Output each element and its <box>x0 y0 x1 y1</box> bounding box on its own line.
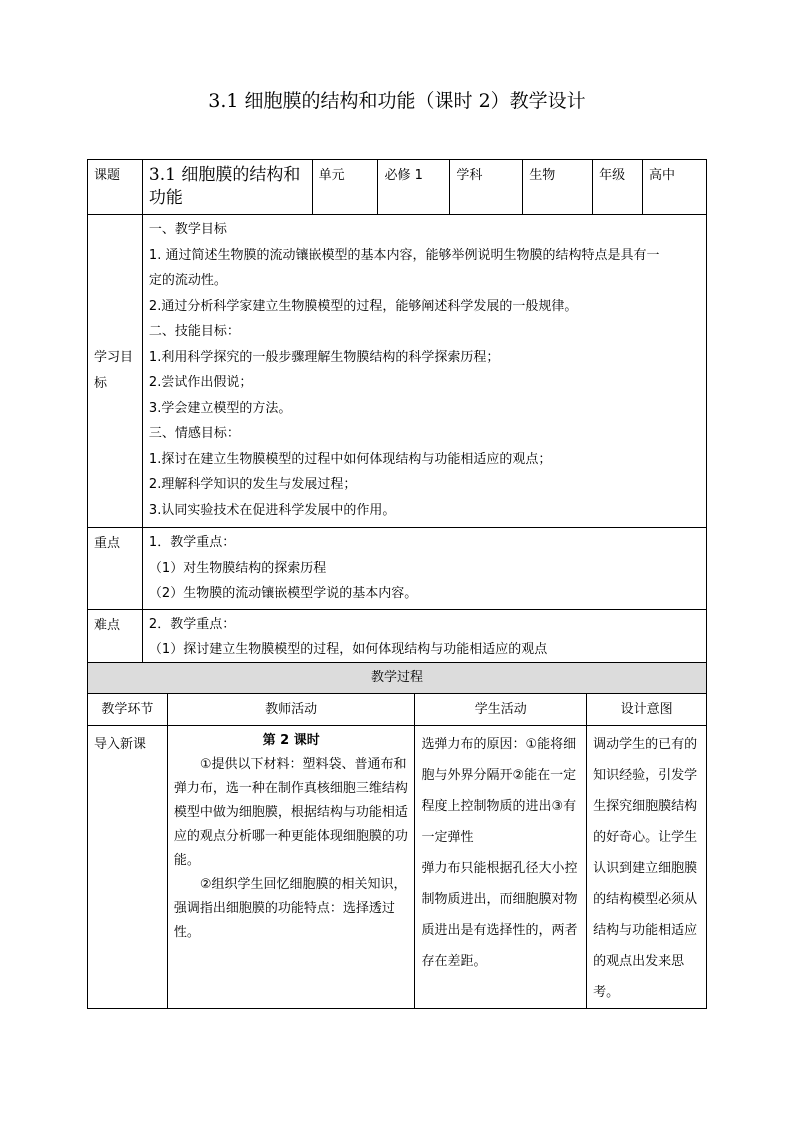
header-row <box>88 160 707 215</box>
objective-line: 2.尝试作出假说； <box>148 375 253 390</box>
student-paragraph: 选弹力布的原因：①能将细胞与外界分隔开②能在一定程度上控制物质的进出③有一定弹性 <box>421 737 577 845</box>
column-header: 教学环节 <box>88 694 168 726</box>
column-header: 教师活动 <box>167 694 415 726</box>
teacher-paragraph: ①提供以下材料：塑料袋、普通布和弹力布，选一种在制作真核细胞三维结构模型中做为细胞膜，根据结构与功能相适应的观点分析哪一种更能体现细胞膜的功能。 <box>173 757 408 868</box>
design-intent-cell: 调动学生的已有的知识经验，引发学生探究细胞膜结构的好奇心。让学生认识到建立细胞膜的结构模型必须从结构与功能相适应的观点出发来思考。 <box>587 726 707 1009</box>
objective-line: 3.认同实验技术在促进科学发展中的作用。 <box>148 502 396 518</box>
student-activity-cell <box>415 726 587 1009</box>
objectives-row <box>88 215 707 528</box>
key-point-line: 1．教学重点： <box>148 535 236 550</box>
document-title: 3.1 细胞膜的结构和功能（课时 2）教学设计 <box>208 90 586 112</box>
process-row <box>88 726 707 1009</box>
objective-line: 1. 通过简述生物膜的流动镶嵌模型的基本内容，能够举例说明生物膜的结构特点是具有一 <box>148 247 660 263</box>
teacher-paragraph: ②组织学生回忆细胞膜的相关知识，强调指出细胞膜的功能特点：选择透过性。 <box>173 877 407 940</box>
teacher-activity-cell <box>167 726 415 1009</box>
objective-line: 1.利用科学探究的一般步骤理解生物膜结构的科学探索历程； <box>148 349 500 365</box>
objective-line: 2.理解科学知识的发生与发展过程； <box>148 477 357 492</box>
unit-label: 单元 <box>312 160 378 215</box>
subject-value: 生物 <box>523 160 593 215</box>
objective-line: 二、技能目标： <box>148 324 240 339</box>
teaching-process-table <box>87 662 707 1009</box>
difficulties-label: 难点 <box>88 609 143 691</box>
column-header: 设计意图 <box>587 694 707 726</box>
stage-cell: 导入新课 <box>88 726 168 1009</box>
objectives-label: 学习目标 <box>88 215 143 528</box>
objectives-content <box>142 215 706 528</box>
objective-line: 3.学会建立模型的方法。 <box>148 400 292 416</box>
objective-line: 2.通过分析科学家建立生物膜模型的过程，能够阐述科学发展的一般规律。 <box>148 298 578 314</box>
grade-label: 年级 <box>593 160 643 215</box>
key-points-label: 重点 <box>88 528 143 610</box>
difficulty-line: （1）探讨建立生物膜模型的过程，如何体现结构与功能相适应的观点 <box>148 642 548 657</box>
teacher-heading: 第 2 课时 <box>262 733 320 748</box>
key-point-line: （1）对生物膜结构的探索历程 <box>148 560 327 576</box>
objective-line: 1.探讨在建立生物膜模型的过程中如何体现结构与功能相适应的观点； <box>148 451 552 467</box>
difficulty-line: 2．教学重点： <box>148 616 236 632</box>
lesson-info-table <box>87 159 707 691</box>
unit-value: 必修 1 <box>378 160 450 215</box>
objective-line: 定的流动性。 <box>148 273 227 288</box>
student-paragraph: 弹力布只能根据孔径大小控制物质进出，而细胞膜对物质进出是有选择性的，两者存在差距。 <box>421 861 578 969</box>
objective-line: 一、教学目标 <box>148 222 227 237</box>
topic-value: 3.1 细胞膜的结构和功能 <box>142 160 312 215</box>
process-title: 教学过程 <box>88 663 707 694</box>
process-header-row <box>88 694 707 726</box>
objective-line: 三、情感目标： <box>148 426 240 441</box>
key-points-content <box>142 528 706 610</box>
column-header: 学生活动 <box>415 694 587 726</box>
subject-label: 学科 <box>450 160 523 215</box>
key-points-row <box>88 528 707 610</box>
topic-label: 课题 <box>88 160 143 215</box>
grade-value: 高中 <box>643 160 707 215</box>
key-point-line: （2）生物膜的流动镶嵌模型学说的基本内容。 <box>148 586 418 601</box>
